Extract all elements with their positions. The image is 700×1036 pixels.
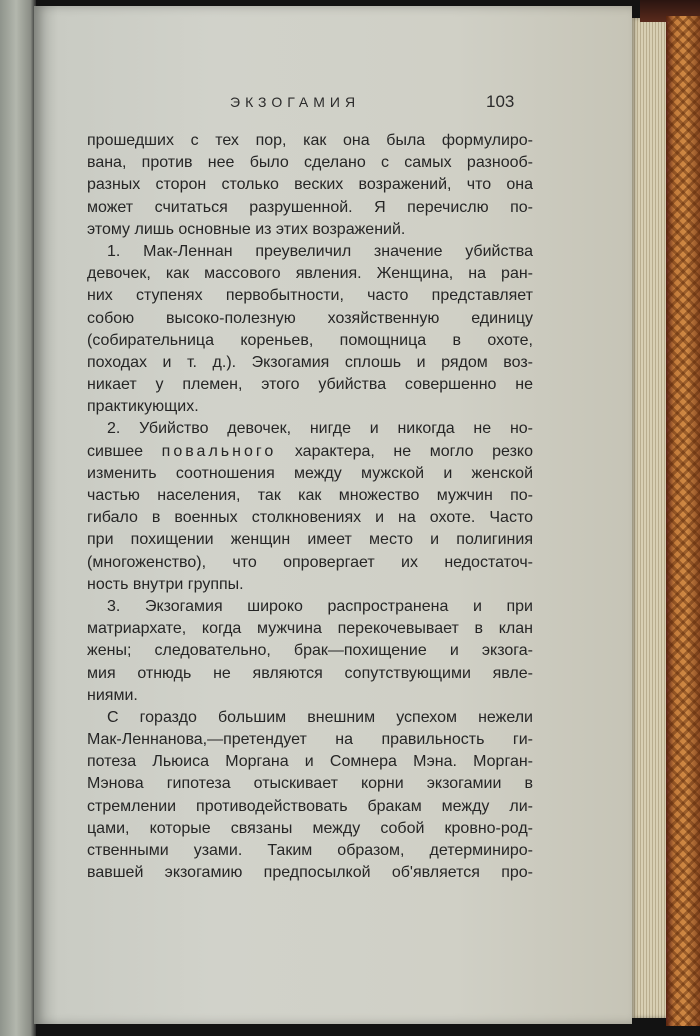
text-line: 1. Мак-Леннан преувеличил значение убийства [107,242,533,260]
book-cover-spine [666,16,700,1026]
text-line: девочек, как массового явления. Женщина, на ран- [87,265,533,283]
text-line: этому лишь основные из этих возражений. [87,220,406,238]
book-page [34,6,632,1024]
text-line: вана, против нее было сделано с самых разнооб- [87,154,533,172]
text-line: Мак-Леннанова,—претендует на правильность ги- [87,731,533,749]
text-line: стремлении противодействовать бракам между ли- [87,797,533,815]
page-number: 103 [486,92,515,111]
text-line: мия отнюдь не являются сопутствующими явле- [87,664,533,682]
text-line: разных сторон столько веских возражений, что она [87,176,533,194]
text-line [87,441,533,463]
text-line: походах и т. д.). Экзогамия сплошь и рядом воз- [87,353,533,371]
text-line: (собирательница кореньев, помощница в охоте, [87,331,533,349]
text-line: при похищении женщин имеет место и полигиния [87,531,533,549]
emphasized-word: повального [161,442,277,460]
text-line: Мэнова гипотеза отыскивает корни экзогамии в [87,775,533,793]
text-line: матриархате, когда мужчина перекочевывает в клан [87,620,533,638]
text-line: собою высоко-полезную хозяйственную единицу [87,309,533,327]
text-line: практикующих. [87,398,199,416]
text-line: 3. Экзогамия широко распространена и при [107,597,533,615]
text-line: вавшей экзогамию предпосылкой об'является про- [87,864,533,882]
text-line: них ступенях первобытности, часто представляет [87,287,533,305]
text-line: цами, которые связаны между собой кровно-род- [87,819,533,837]
text-line: С гораздо большим внешним успехом нежели [107,708,533,726]
text-fragment: сившее [87,442,144,460]
text-line: прошедших с тех пор, как она была формулиро- [87,132,533,149]
page-body-text [87,130,533,884]
text-line: может считаться разрушенной. Я перечислю по- [87,198,533,216]
text-line: 2. Убийство девочек, нигде и никогда не но- [107,420,533,438]
text-line: ность внутри группы. [87,575,244,593]
text-line: жены; следовательно, брак—похищение и экзога- [87,642,533,660]
text-fragment: характера, не могло резко [294,442,533,460]
running-title: ЭКЗОГАМИЯ [230,94,361,110]
text-line: потеза Льюиса Моргана и Сомнера Мэна. Морган- [87,753,533,771]
text-line: ниями. [87,686,138,704]
page-block-edge [632,18,668,1018]
text-line: изменить соотношения между мужской и женской [87,464,533,482]
text-line: никает у племен, этого убийства совершенно не [87,376,533,394]
text-line: (многоженство), что опровергает их недостаточ- [87,553,533,571]
text-line: ственными узами. Таким образом, детерминиро- [87,842,533,859]
left-page-edge [0,0,36,1036]
text-line: частью населения, так как множество мужчин по- [87,487,533,504]
text-line: гибало в военных столкновениях и на охоте. Часто [87,509,533,527]
